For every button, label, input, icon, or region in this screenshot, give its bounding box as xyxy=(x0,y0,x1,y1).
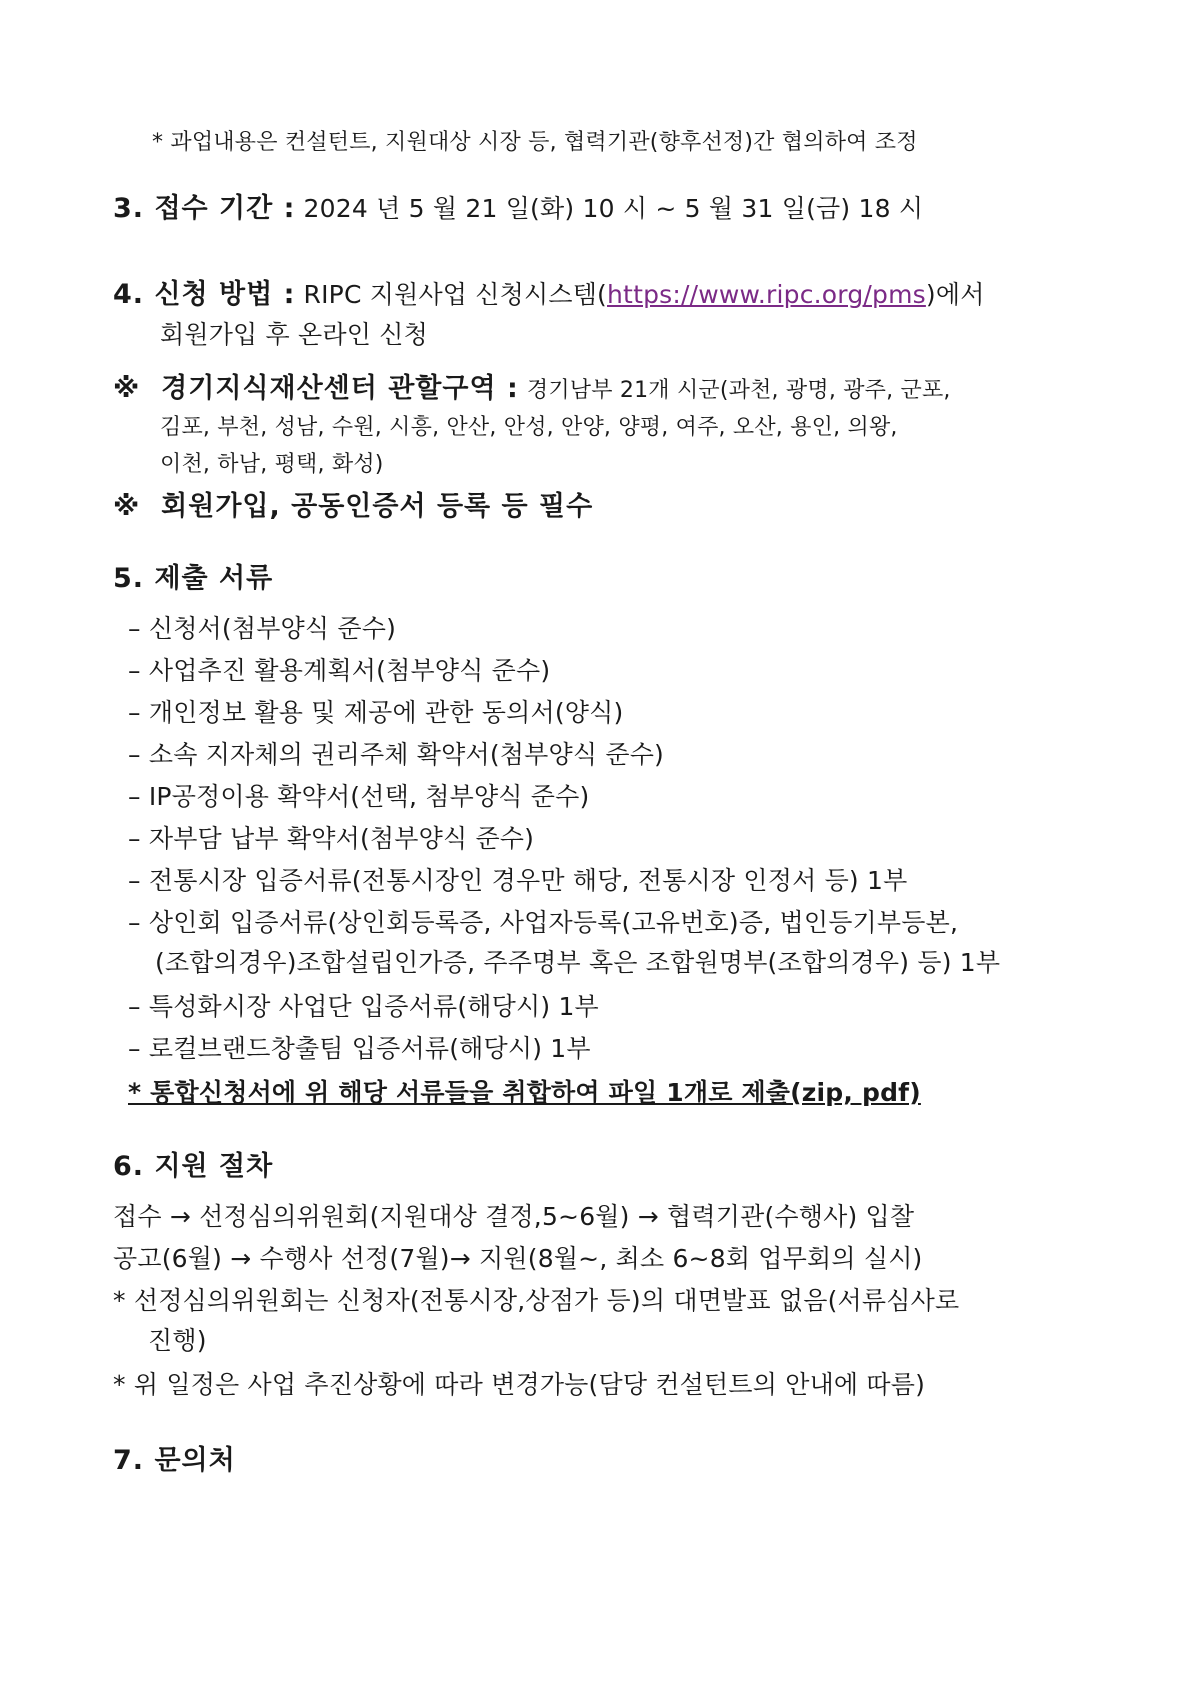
section-3-value: 2024 년 5 월 21 일(화) 10 시 ~ 5 월 31 일(금) 18 시 xyxy=(303,194,924,223)
reference-mark: ※ xyxy=(113,491,141,522)
section-3-period xyxy=(113,192,923,226)
pms-link[interactable]: https://www.ripc.org/pms xyxy=(607,280,926,309)
document-item: – 상인회 입증서류(상인회등록증, 사업자등록(고유번호)증, 법인등기부등본, xyxy=(128,908,959,937)
jurisdiction-heading: 경기지식재산센터 관할구역 : xyxy=(161,373,519,404)
membership-text: 회원가입, 공동인증서 등록 등 필수 xyxy=(161,491,594,522)
procedure-note1-cont: 진행) xyxy=(148,1326,207,1355)
section-4-heading: 4. 신청 방법 : xyxy=(113,279,296,310)
procedure-line2: 공고(6월) → 수행사 선정(7월)→ 지원(8월~, 최소 6~8회 업무회의 실시) xyxy=(113,1244,923,1273)
document-item: – 개인정보 활용 및 제공에 관한 동의서(양식) xyxy=(128,698,624,727)
procedure-line1: 접수 → 선정심의위원회(지원대상 결정,5~6월) → 협력기관(수행사) 입찰 xyxy=(113,1202,915,1231)
document-item: – 소속 지자체의 권리주체 확약서(첨부양식 준수) xyxy=(128,740,664,769)
section-6-heading: 6. 지원 절차 xyxy=(113,1151,274,1182)
section-5-heading: 5. 제출 서류 xyxy=(113,563,274,594)
membership-note xyxy=(113,490,593,524)
reference-mark: ※ xyxy=(113,373,141,404)
document-item: – 사업추진 활용계획서(첨부양식 준수) xyxy=(128,656,551,685)
document-item: – 특성화시장 사업단 입증서류(해당시) 1부 xyxy=(128,992,599,1021)
note-consulting: * 과업내용은 컨설턴트, 지원대상 시장 등, 협력기관(향후선정)간 협의하여 조정 xyxy=(152,130,918,155)
document-item: – 로컬브랜드창출팀 입증서류(해당시) 1부 xyxy=(128,1034,591,1063)
procedure-note1: * 선정심의위원회는 신청자(전통시장,상점가 등)의 대면발표 없음(서류심사로 xyxy=(113,1286,960,1315)
jurisdiction-note xyxy=(113,372,951,408)
section-4-text-before: RIPC 지원사업 신청시스템( xyxy=(303,280,608,309)
jurisdiction-line2: 김포, 부천, 성남, 수원, 시흥, 안산, 안성, 안양, 양평, 여주, 오산, 용인, 의왕, xyxy=(160,415,898,440)
section-3-heading: 3. 접수 기간 : xyxy=(113,193,296,224)
procedure-note2: * 위 일정은 사업 추진상황에 따라 변경가능(담당 컨설턴트의 안내에 따름) xyxy=(113,1370,926,1399)
document-item: – IP공정이용 확약서(선택, 첨부양식 준수) xyxy=(128,782,590,811)
jurisdiction-text: 경기남부 21개 시군(과천, 광명, 광주, 군포, xyxy=(526,378,951,403)
section-4-line2: 회원가입 후 온라인 신청 xyxy=(160,320,428,349)
section-4-text-after: )에서 xyxy=(925,280,985,309)
document-item: – 전통시장 입증서류(전통시장인 경우만 해당, 전통시장 인정서 등) 1부 xyxy=(128,866,908,895)
jurisdiction-line3: 이천, 하남, 평택, 화성) xyxy=(160,452,384,477)
document-item: – 신청서(첨부양식 준수) xyxy=(128,614,397,643)
integrated-submission-note: * 통합신청서에 위 해당 서류들을 취합하여 파일 1개로 제출(zip, pdf) xyxy=(128,1078,921,1107)
document-item: – 자부담 납부 확약서(첨부양식 준수) xyxy=(128,824,535,853)
section-4-method xyxy=(113,278,985,312)
document-item-continued: (조합의경우)조합설립인가증, 주주명부 혹은 조합원명부(조합의경우) 등) 1부 xyxy=(155,948,1001,977)
section-7-heading: 7. 문의처 xyxy=(113,1445,236,1476)
